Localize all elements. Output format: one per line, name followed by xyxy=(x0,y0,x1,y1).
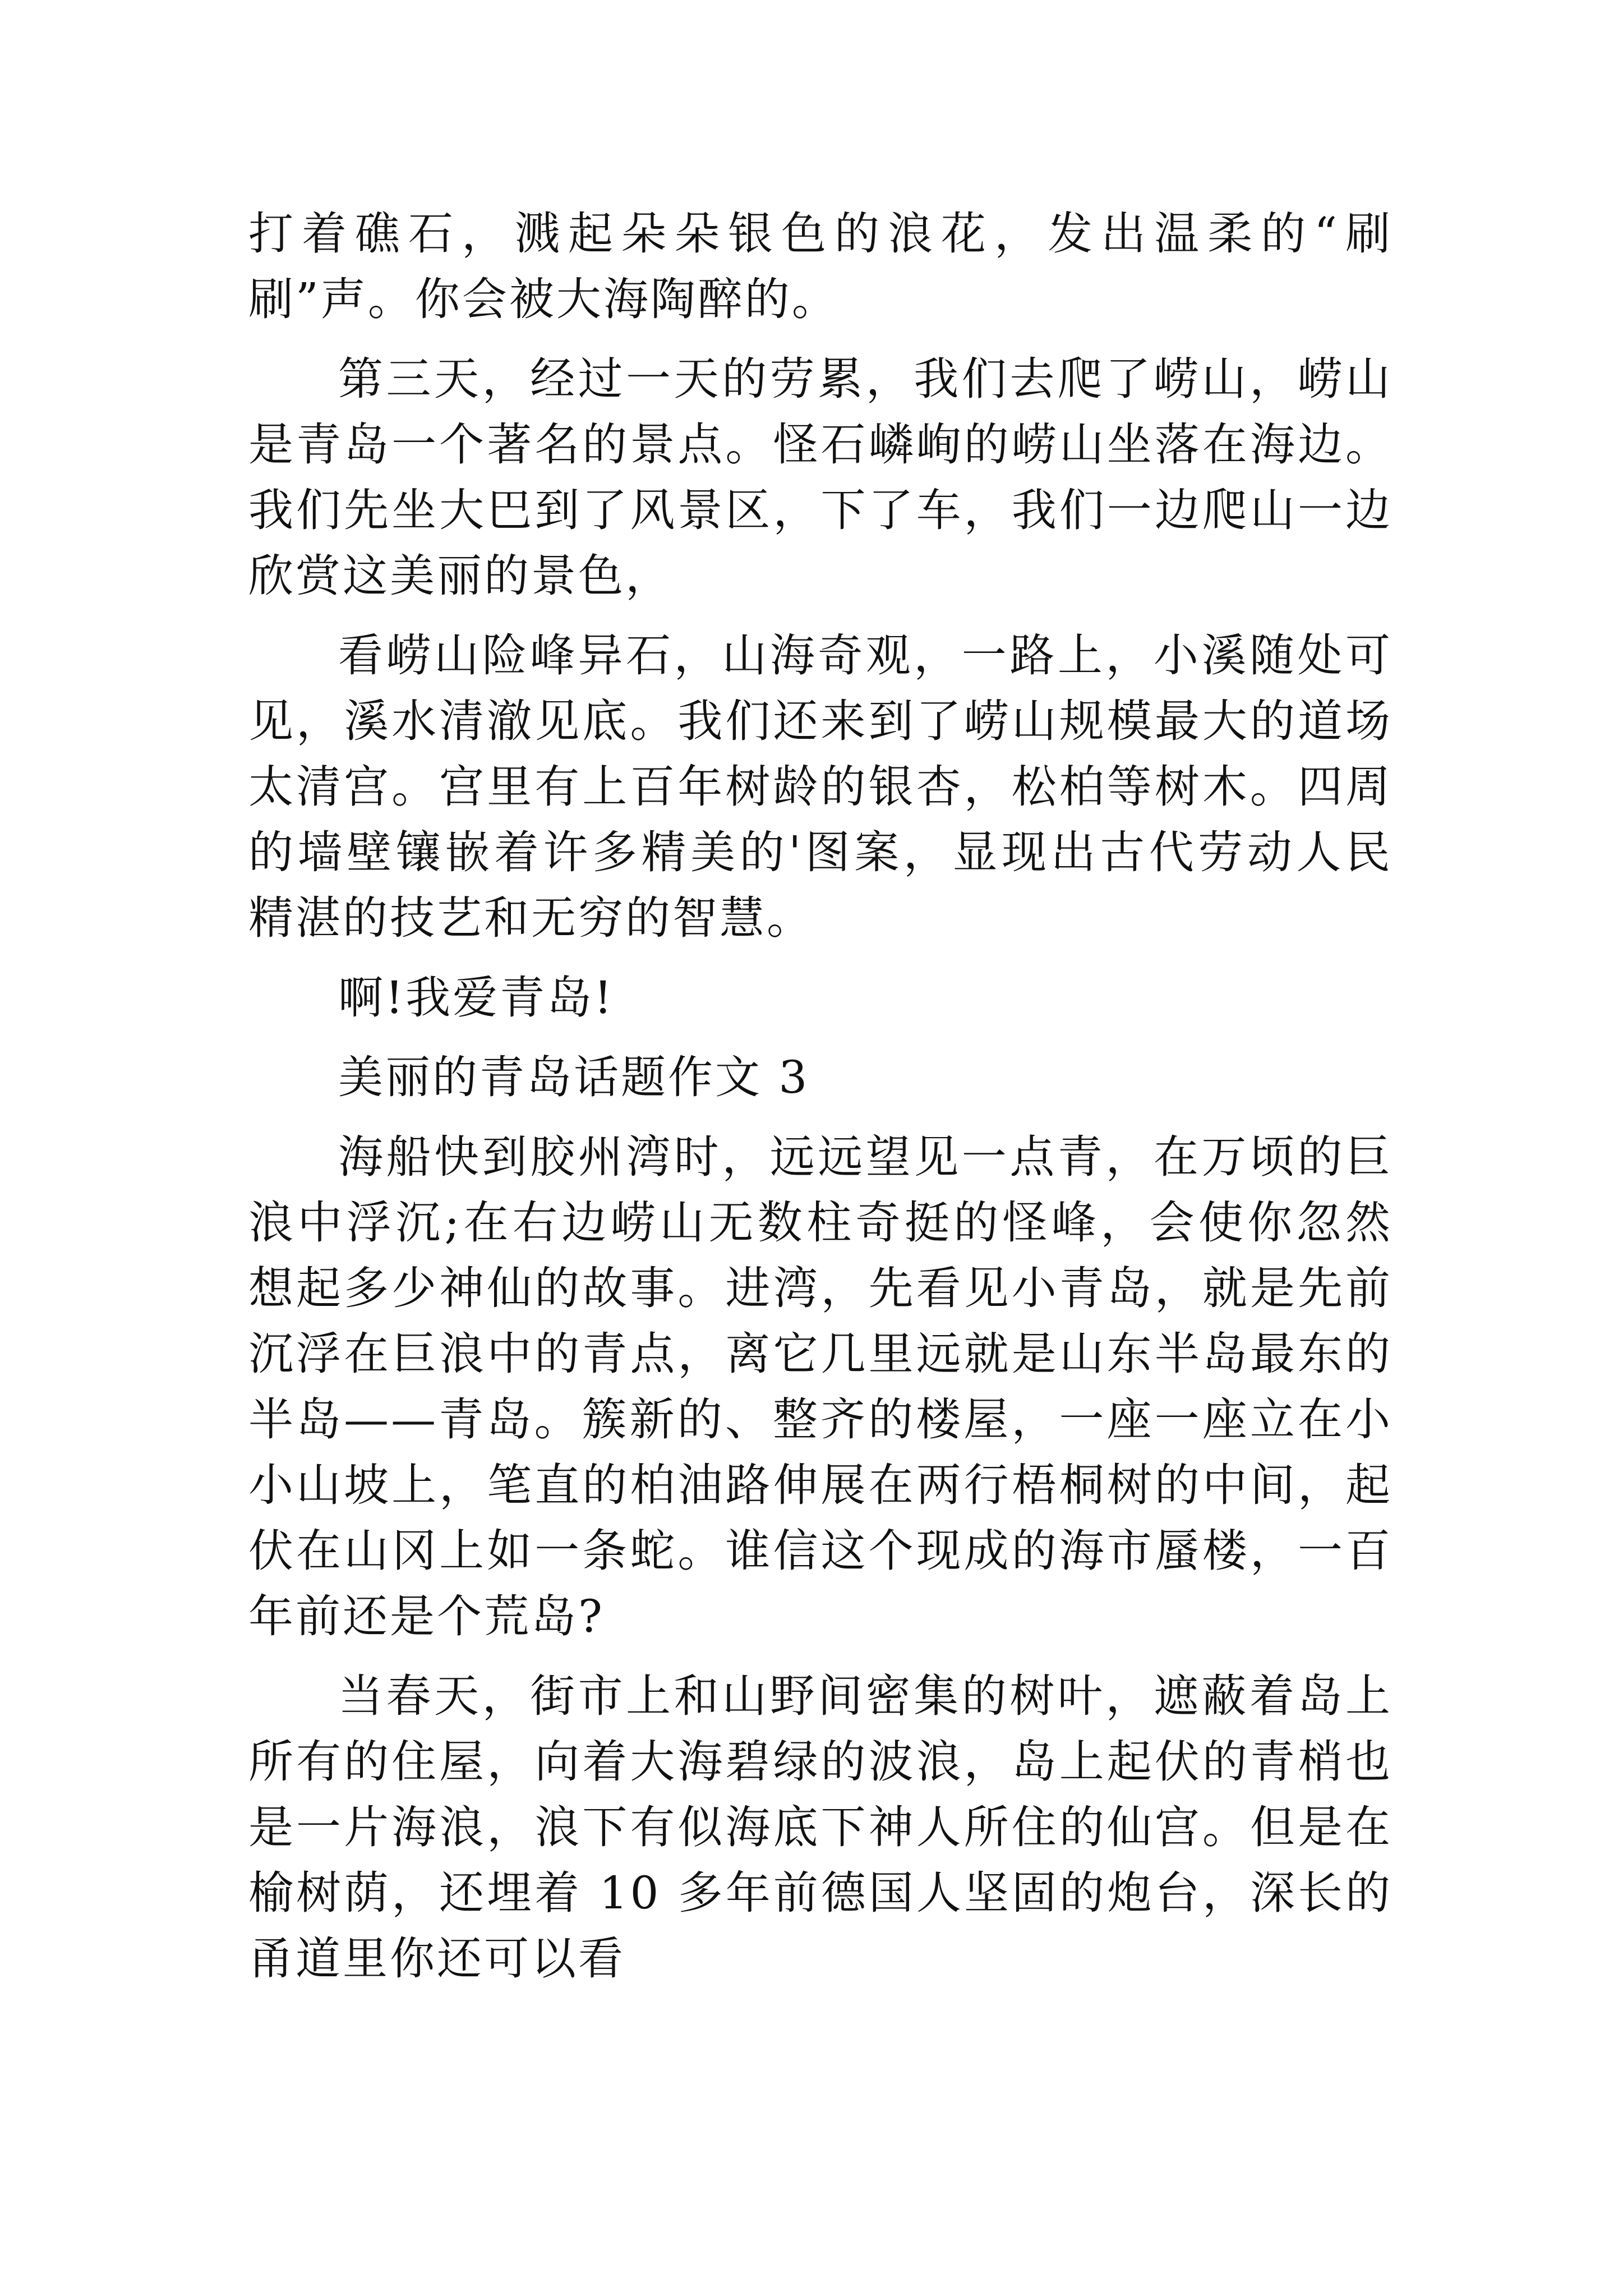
paragraph-6: 当春天，街市上和山野间密集的树叶，遮蔽着岛上所有的住屋，向着大海碧绿的波浪，岛上起伏的青梢也是一片海浪，浪下有似海底下神人所住的仙宫。但是在榆树荫，还埋着 10 多年前德国人坚固的炮台，深长的甬道里你还可以看 xyxy=(248,1670,1393,1985)
paragraph-1: 打着礁石，溅起朵朵银色的浪花，发出温柔的“刷刷”声。你会被大海陶醉的。 xyxy=(248,208,1393,325)
section-heading: 美丽的青岛话题作文 3 xyxy=(338,1051,810,1103)
paragraph-3: 看崂山险峰异石，山海奇观，一路上，小溪随处可见，溪水清澈见底。我们还来到了崂山规模最大的道场太清宫。宫里有上百年树龄的银杏，松柏等树木。四周的墙壁镶嵌着许多精美的'图案，显现出古代劳动人民精湛的技艺和无穷的智慧。 xyxy=(248,629,1393,944)
paragraph-2: 第三天，经过一天的劳累，我们去爬了崂山，崂山是青岛一个著名的景点。怪石嶙峋的崂山坐落在海边。我们先坐大巴到了风景区，下了车，我们一边爬山一边欣赏这美丽的景色， xyxy=(248,353,1393,602)
paragraph-4: 啊!我爱青岛! xyxy=(338,972,615,1024)
paragraph-5: 海船快到胶州湾时，远远望见一点青，在万顷的巨浪中浮沉;在右边崂山无数柱奇挺的怪峰，会使你忽然想起多少神仙的故事。进湾，先看见小青岛，就是先前沉浮在巨浪中的青点，离它几里远就是山东半岛最东的半岛——青岛。簇新的、整齐的楼屋，一座一座立在小小山坡上，笔直的柏油路伸展在两行梧桐树的中间，起伏在山冈上如一条蛇。谁信这个现成的海市蜃楼，一百年前还是个荒岛? xyxy=(248,1131,1393,1642)
document-body xyxy=(248,201,1393,1991)
